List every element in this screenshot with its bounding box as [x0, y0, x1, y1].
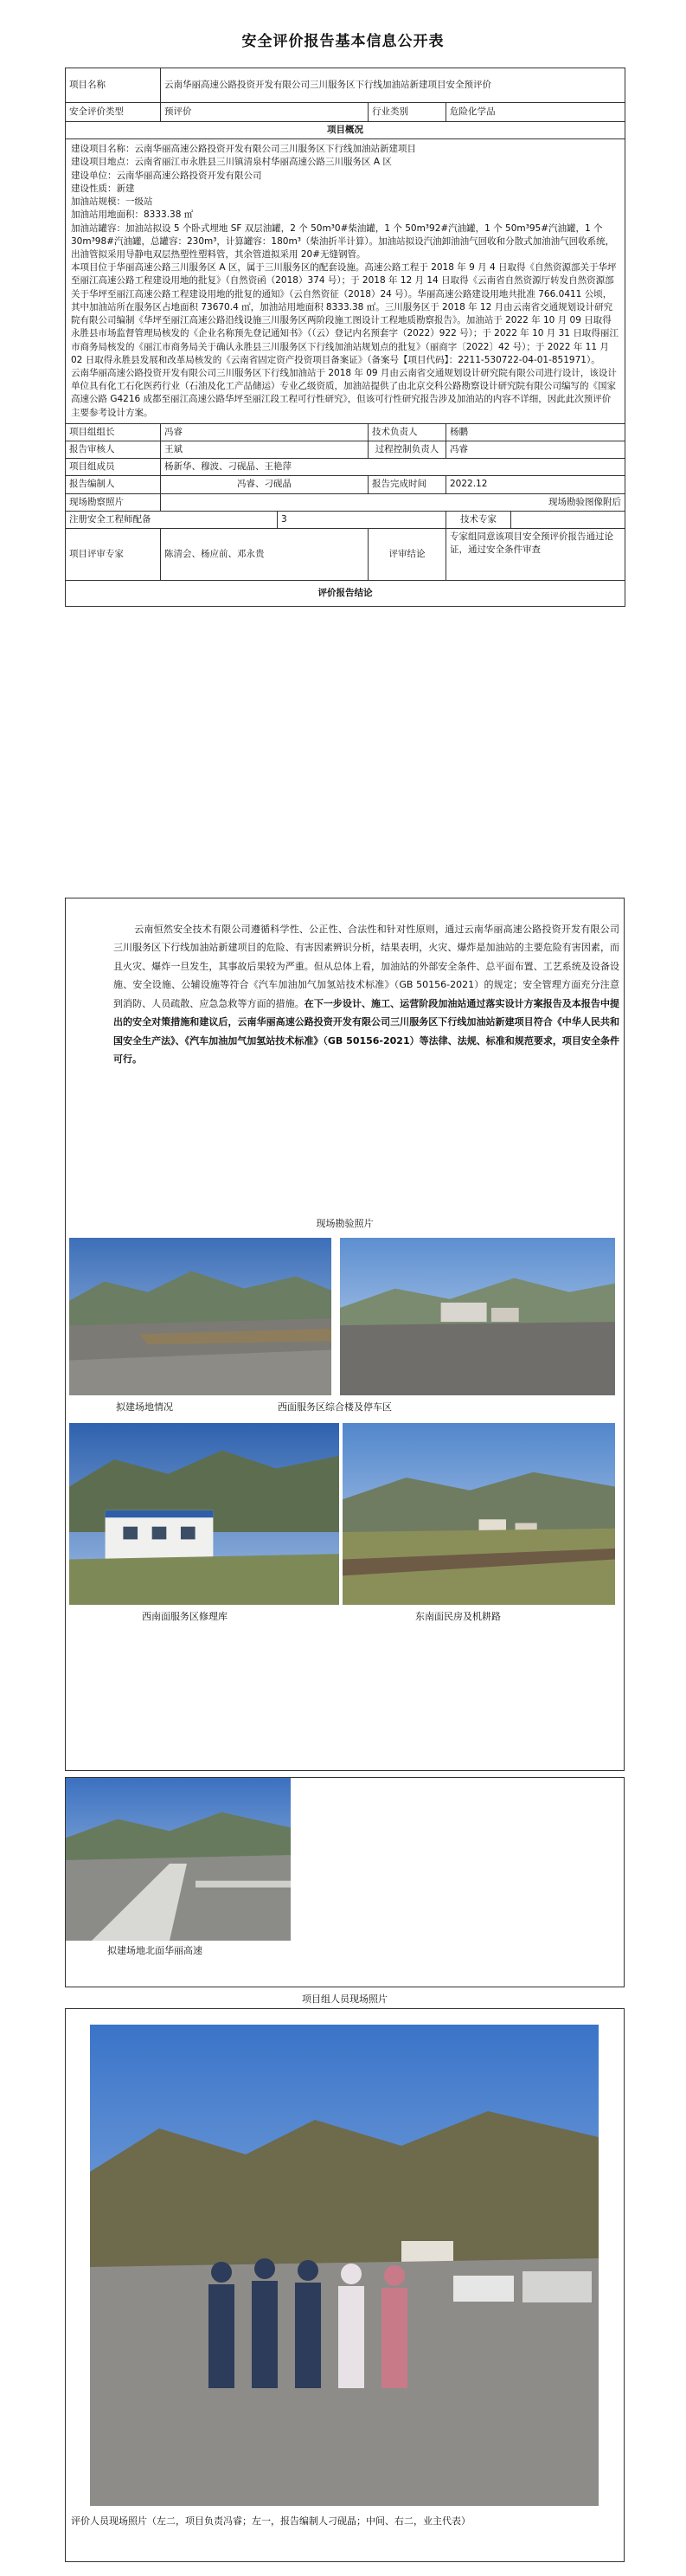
review-conclusion: 专家组同意该项目安全预评价报告通过论证，通过安全条件审查 — [446, 529, 625, 581]
overview-content — [66, 139, 625, 424]
caption-west-building: 西面服务区综合楼及停车区 — [278, 1401, 392, 1413]
overview-nature: 建设性质：新建 — [71, 183, 135, 194]
review-experts-label: 项目评审专家 — [66, 529, 161, 581]
leader: 冯睿 — [161, 423, 369, 441]
photo-north-highway — [66, 1778, 291, 1941]
caption-team: 评价人员现场照片（左二，项目负责冯睿；左一，报告编制人刁砚晶；中间、右二，业主代表） — [71, 2515, 471, 2527]
experts-empty — [511, 511, 625, 528]
photo-southeast-houses — [343, 1423, 615, 1605]
overview-background: 本项目位于华丽高速公路三川服务区 A 区，属于三川服务区的配套设施。高速公路工程于 2018 年 9 月 4 日取得《自然资源部关于华坪至丽江高速公路工程建设用地的批复》（自然资函（2018）374 号）；于 2018 年 12 月 14 日取得《云南省自然资源厅转发自然资源部关于华坪至丽江高速公路工程建设用地的批复的通知》（云自然资征（2018）24 号）。华丽高速公路建设用地共批准 766.0411 公顷，其中加油站所在服务区占地面积 73670.4 ㎡，加油站用地面积 8333.38 ㎡。三川服务区于 2018 年 12 月由云南省交通规划设计研究院有限公司编制《华坪至丽江高速公路沿线设施三川服务区两阶段施工图设计工程地质勘察报告》。加油站于 2022 年 10 月 09 日取得永胜县市场监督管理局核发的《企业名称预先登记通知书》（（云）登记内名预套字（2022）922 号）；于 2022 年 10 月 31 日取得丽江市商务局核发的《丽江市商务局关于确认永胜县三川服务区下行线加油站规划点的批复》（丽商字〔2022〕42 号）；于 2022 年 11 月 02 日取得永胜县发展和改革局核发的《云南省固定资产投资项目备案证》（备案号【项目代码】：2211-530722-04-01-851971）。 — [71, 262, 619, 365]
eval-type-label: 安全评价类型 — [66, 103, 161, 122]
review-label: 评审结论 — [369, 529, 446, 581]
members: 杨新华、穆波、刁砚晶、王艳萍 — [161, 459, 625, 476]
overview-design: 云南华丽高速公路投资开发有限公司三川服务区下行线加油站于 2018 年 09 月由云南省交通规划设计研究院有限公司进行设计，该设计单位具有化工石化医药行业（石油及化工产品储运）专业乙级资质，加油站提供了由北京交科公路勘察设计研究院有限公司编写的《国家高速公路 G4216 成都至丽江高速公路华坪至丽江段工程可行性研究》，但该可行性研究报告涉及加油站的内容不详细，因此此次预评价主要参考设计方案。 — [71, 367, 617, 418]
tech-lead-label: 技术负责人 — [369, 423, 446, 441]
tech-lead: 杨鹏 — [446, 423, 625, 441]
leader-label: 项目组组长 — [66, 423, 161, 441]
overview-location: 建设项目地点：云南省丽江市永胜县三川镇清泉村华丽高速公路三川服务区 A 区 — [71, 157, 392, 168]
engineer-count: 3 — [278, 511, 446, 528]
overview-scale: 加油站规模：一级站 — [71, 196, 153, 208]
overview-build-name: 建设项目名称：云南华丽高速公路投资开发有限公司三川服务区下行线加油站新建项目 — [71, 144, 416, 155]
caption-north-highway: 拟建场地北面华丽高速 — [107, 1945, 202, 1956]
caption-site: 拟建场地情况 — [116, 1401, 173, 1413]
highway-photo-box — [65, 1777, 625, 1987]
group-photo-label: 项目组人员现场照片 — [302, 1993, 388, 2005]
experts-label: 技术专家 — [446, 511, 511, 528]
caption-southeast-houses: 东南面民房及机耕路 — [415, 1611, 501, 1622]
overview-tanks: 加油站罐容：加油站拟设 5 个卧式埋地 SF 双层油罐，2 个 50m³0#柴油罐，1 个 50m³92#汽油罐，1 个 50m³95#汽油罐，1 个 30m³98#汽油罐，总罐容：230m³，计算罐容：180m³（柴油折半计算）。加油站拟设汽油卸油油气回收和分散式加油油气回收系统，出油管拟采用导静电双层热塑性塑料管，其余管道拟采用 20#无缝钢管。 — [71, 222, 615, 260]
completion-label: 报告完成时间 — [369, 476, 446, 493]
project-name-label: 项目名称 — [66, 68, 161, 103]
caption-repair-shop: 西南面服务区修理库 — [142, 1611, 228, 1622]
completion: 2022.12 — [446, 476, 625, 493]
photo-note: 现场勘验图像附后 — [161, 493, 625, 511]
overview-area: 加油站用地面积：8333.38 ㎡ — [71, 209, 194, 221]
members-label: 项目组成员 — [66, 459, 161, 476]
engineer-label: 注册安全工程师配备 — [66, 511, 278, 528]
auditor-label: 报告审核人 — [66, 441, 161, 459]
eval-type: 预评价 — [161, 103, 369, 122]
overview-heading: 项目概况 — [66, 122, 625, 139]
conclusion-photo-box — [65, 898, 625, 1771]
photo-repair-shop — [69, 1423, 339, 1605]
writer: 冯睿、刁砚晶 — [161, 476, 369, 493]
photo-label: 现场勘察照片 — [66, 493, 161, 511]
overview-unit: 建设单位：云南华丽高速公路投资开发有限公司 — [71, 170, 262, 181]
photo-west-building — [340, 1238, 615, 1395]
project-name: 云南华丽高速公路投资开发有限公司三川服务区下行线加油站新建项目安全预评价 — [161, 68, 625, 103]
conclusion-heading: 评价报告结论 — [66, 581, 625, 607]
conclusion-bold: 在下一步设计、施工、运营阶段加油站通过落实设计方案报告及本报告中提出的安全对策措施和建议后，云南华丽高速公路投资开发有限公司三川服务区下行线加油站新建项目符合《中华人民共和国安全生产法》、《汽车加油加气加氢站技术标准》（GB 50156-2021）等法律、法规、标准和规范要求，项目安全条件可行。 — [113, 997, 620, 1066]
document-title: 安全评价报告基本信息公开表 — [241, 33, 445, 50]
writer-label: 报告编制人 — [66, 476, 161, 493]
conclusion-normal: 云南恒然安全技术有限公司遵循科学性、公正性、合法性和针对性原则，通过云南华丽高速公路投资开发有限公司三川服务区下行线加油站新建项目的危险、有害因素辨识分析，结果表明，火灾、爆炸是加油站的主要危险有害因素，而且火灾、爆炸一旦发生，其事故后果较为严重。但从总体上看，加油站的外部安全条件、总平面布置、工艺系统及设备设施、安全设施、公辅设施等符合《汽车加油加气加氢站技术标准》（GB 50156-2021）的规定；安全管理方面充分注意到消防、人员疏散、应急急救等方面的措施。 — [113, 924, 619, 1009]
conclusion-text — [113, 920, 619, 1069]
review-experts: 陈清会、杨应前、邓永贵 — [161, 529, 369, 581]
group-photo-box — [65, 2008, 625, 2562]
site-photos-label: 现场勘验照片 — [316, 1218, 374, 1229]
industry-label: 行业类别 — [369, 103, 446, 122]
process-lead-label: 过程控制负责人 — [369, 441, 446, 459]
photo-team — [90, 2025, 599, 2506]
info-table — [65, 68, 625, 607]
industry: 危险化学品 — [446, 103, 625, 122]
process-lead: 冯睿 — [446, 441, 625, 459]
photo-site — [69, 1238, 331, 1395]
auditor: 王斌 — [161, 441, 369, 459]
